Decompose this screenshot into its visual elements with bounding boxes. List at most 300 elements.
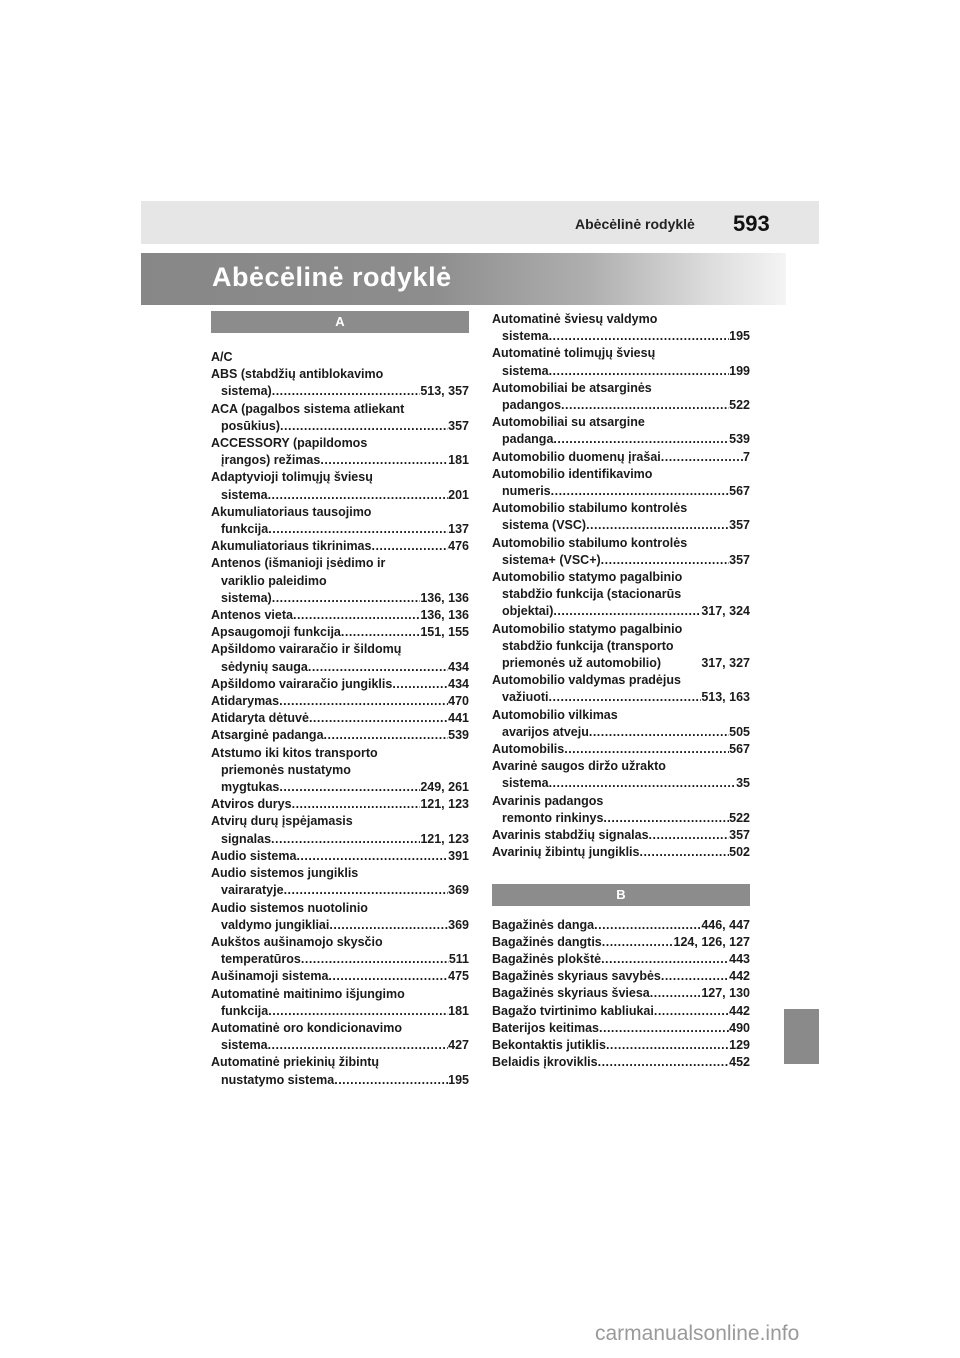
- index-entry-text: Automobilio stabilumo kontrolės: [492, 501, 688, 516]
- page-reference: 442: [729, 969, 750, 984]
- index-entry: [492, 466, 750, 500]
- dot-leader: [598, 1054, 730, 1071]
- index-entry-text: avarijos atveju: [502, 724, 589, 739]
- index-entry: [211, 435, 469, 469]
- dot-leader: [329, 917, 448, 934]
- index-entry-text: Audio sistema: [211, 848, 297, 863]
- index-entry-text: signalas: [221, 831, 272, 846]
- page-reference: 567: [729, 742, 750, 757]
- index-entry: [492, 449, 750, 466]
- index-entry: [492, 672, 750, 706]
- dot-leader: [586, 517, 729, 534]
- index-entry-line: [211, 813, 469, 830]
- index-entry: [492, 758, 750, 792]
- index-entry-text: Audio sistemos jungiklis: [211, 866, 359, 881]
- index-entry-text: Bagažinės danga: [492, 917, 595, 932]
- page-reference: 137: [448, 522, 469, 537]
- index-entry-text: padangos: [502, 398, 562, 413]
- page-reference: 369: [448, 917, 469, 932]
- dot-leader: [268, 521, 448, 538]
- index-entry-text: Apsaugomoji funkcija: [211, 625, 341, 640]
- page-reference: 441: [448, 711, 469, 726]
- page-reference: 201: [448, 487, 469, 502]
- index-entry-text: sistema): [221, 590, 272, 605]
- index-entry-text: temperatūros: [221, 952, 301, 967]
- page-reference: 124, 126, 127: [673, 934, 750, 949]
- index-entry: [211, 624, 469, 641]
- index-entry-text: Avarinė saugos diržo užrakto: [492, 759, 666, 774]
- index-entry-text: Atidaryta dėtuvė: [211, 711, 309, 726]
- running-header-title: Abėcėlinė rodyklė: [575, 216, 695, 232]
- index-entry-line: [211, 968, 469, 985]
- dot-leader: [280, 418, 448, 435]
- dot-leader: [561, 397, 729, 414]
- index-entry-text: Apšildomo vairaračio jungiklis: [211, 676, 393, 691]
- index-entry-text: sistema: [502, 363, 549, 378]
- dot-leader: [654, 1003, 729, 1020]
- index-entry-text: Automobilio statymo pagalbinio: [492, 570, 683, 585]
- page-reference: 452: [729, 1055, 750, 1070]
- index-entry: [492, 968, 750, 985]
- index-entry-text: Akumuliatoriaus tausojimo: [211, 504, 372, 519]
- index-entry-line: [211, 848, 469, 865]
- index-entry-line: [211, 641, 469, 658]
- index-entry-text: Avarinis padangos: [492, 793, 604, 808]
- page-reference: 121, 123: [420, 831, 469, 846]
- index-entry-text: sistema (VSC): [502, 518, 587, 533]
- index-entry-line: [492, 500, 750, 517]
- dot-leader: [661, 968, 729, 985]
- index-entry-line: [211, 418, 469, 435]
- index-entry: [211, 349, 469, 366]
- dot-leader: [308, 659, 448, 676]
- index-entry-text: nustatymo sistema: [221, 1072, 335, 1087]
- index-entry: [492, 380, 750, 414]
- page-reference: 136, 136: [420, 608, 469, 623]
- index-entry: [211, 1054, 469, 1088]
- index-entry-line: [492, 985, 750, 1002]
- dot-leader: [549, 775, 737, 792]
- index-entry-line: [211, 452, 469, 469]
- index-entry-line: [211, 659, 469, 676]
- index-entry-text: ACCESSORY (papildomos: [211, 436, 368, 451]
- page-reference: 195: [729, 329, 750, 344]
- index-entry-line: [492, 483, 750, 500]
- index-entry: [492, 1054, 750, 1071]
- index-entry-line: [211, 349, 469, 366]
- dot-leader: [309, 710, 448, 727]
- page-number: 593: [733, 211, 770, 236]
- dot-leader: [551, 483, 730, 500]
- page-reference: 369: [448, 883, 469, 898]
- index-entry-line: [492, 775, 750, 792]
- dot-leader: [649, 827, 730, 844]
- page-reference: 427: [448, 1038, 469, 1053]
- index-entry-line: [211, 1003, 469, 1020]
- index-entry-text: vairaratyje: [221, 883, 284, 898]
- index-entry-line: [492, 603, 750, 620]
- index-entry-line: [211, 1037, 469, 1054]
- index-entry-line: [492, 758, 750, 775]
- index-entry-text: Automobilio identifikavimo: [492, 466, 653, 481]
- page-reference: 151, 155: [420, 625, 469, 640]
- index-entry-text: Atvirų durų įspėjamasis: [211, 814, 353, 829]
- dot-leader: [271, 831, 420, 848]
- index-entry-text: Antenos vieta: [211, 608, 293, 623]
- dot-leader: [564, 741, 729, 758]
- section-header-a: A: [211, 311, 469, 333]
- index-entry-line: [492, 844, 750, 861]
- index-entry: [492, 844, 750, 861]
- index-entry-text: Audio sistemos nuotolinio: [211, 900, 368, 915]
- page-reference: 35: [736, 776, 750, 791]
- index-entry: [211, 1020, 469, 1054]
- index-entry-line: [492, 552, 750, 569]
- page-reference: 181: [448, 453, 469, 468]
- page-reference: 357: [729, 518, 750, 533]
- index-entry-line: [492, 917, 750, 934]
- index-entry: [211, 676, 469, 693]
- page-reference: 121, 123: [420, 797, 469, 812]
- index-entry-line: [211, 779, 469, 796]
- index-entry: [211, 710, 469, 727]
- index-entry-text: Automobilio stabilumo kontrolės: [492, 535, 688, 550]
- page-reference: 513, 163: [701, 690, 750, 705]
- index-entry-line: [211, 882, 469, 899]
- index-entry-text: įrangos) režimas: [221, 453, 321, 468]
- index-entry-line: [492, 672, 750, 689]
- index-entry: [492, 951, 750, 968]
- index-entry-line: [211, 624, 469, 641]
- index-entry-line: [211, 555, 469, 572]
- index-entry-line: [492, 741, 750, 758]
- index-entry: [211, 848, 469, 865]
- index-entry: [492, 741, 750, 758]
- index-entry-text: Bagažinės skyriaus šviesa: [492, 986, 650, 1001]
- index-entry-line: [211, 487, 469, 504]
- page-reference: 391: [448, 848, 469, 863]
- index-entry-line: [492, 1054, 750, 1071]
- dot-leader: [334, 1072, 448, 1089]
- page-reference: 567: [729, 484, 750, 499]
- index-entry-line: [492, 311, 750, 328]
- index-entry: [492, 535, 750, 569]
- index-entry: [211, 727, 469, 744]
- index-entry-text: Automatinė šviesų valdymo: [492, 312, 658, 326]
- page-reference: 475: [448, 969, 469, 984]
- index-entry-text: Avarinių žibintų jungiklis: [492, 845, 640, 860]
- index-entry-line: [492, 638, 750, 655]
- dot-leader: [268, 487, 449, 504]
- index-entry-text: sistema: [221, 1038, 268, 1053]
- index-entry-line: [492, 1037, 750, 1054]
- page-reference: 505: [729, 724, 750, 739]
- index-entry-line: [211, 573, 469, 590]
- dot-leader: [328, 968, 448, 985]
- index-entry-text: važiuoti: [502, 690, 549, 705]
- index-entry: [211, 900, 469, 934]
- index-entry-line: [492, 414, 750, 431]
- dot-leader: [589, 724, 729, 741]
- dot-leader: [272, 383, 421, 400]
- dot-leader: [341, 624, 420, 641]
- index-entry-line: [492, 724, 750, 741]
- page-reference: 127, 130: [701, 986, 750, 1001]
- dot-leader: [606, 1037, 729, 1054]
- index-entry-line: [492, 707, 750, 724]
- index-entry-line: [492, 951, 750, 968]
- index-entry-text: padanga: [502, 432, 554, 447]
- index-entry-text: Adaptyvioji tolimųjų šviesų: [211, 470, 373, 485]
- index-entry-text: sistema: [502, 329, 549, 344]
- page-reference: 357: [729, 828, 750, 843]
- index-entry-line: [492, 380, 750, 397]
- dot-leader: [549, 363, 730, 380]
- index-entry-line: [211, 538, 469, 555]
- page-reference: 199: [729, 363, 750, 378]
- index-entry-text: Automobiliai be atsarginės: [492, 380, 652, 395]
- index-entry-line: [211, 796, 469, 813]
- page-reference: 357: [448, 418, 469, 433]
- dot-leader: [594, 917, 701, 934]
- index-entry-line: [492, 586, 750, 603]
- page-reference: 443: [729, 951, 750, 966]
- index-entry-line: [492, 517, 750, 534]
- index-entry: [492, 985, 750, 1002]
- page-reference: 446, 447: [701, 917, 750, 932]
- index-entry-line: [211, 607, 469, 624]
- section-header-b: B: [492, 884, 750, 906]
- index-entry-text: remonto rinkinys: [502, 810, 604, 825]
- index-entry: [211, 934, 469, 968]
- dot-leader: [292, 796, 421, 813]
- index-entry-text: sistema): [221, 384, 272, 399]
- index-entry: [211, 813, 469, 847]
- index-entry-line: [492, 810, 750, 827]
- index-entry-line: [492, 968, 750, 985]
- page-reference: 502: [729, 845, 750, 860]
- dot-leader: [371, 538, 448, 555]
- index-entry-line: [211, 710, 469, 727]
- page-reference: 490: [729, 1020, 750, 1035]
- index-entry-text: Atviros durys: [211, 797, 292, 812]
- index-entry-text: sistema+ (VSC+): [502, 552, 601, 567]
- index-entry: [492, 917, 750, 934]
- dot-leader: [549, 689, 702, 706]
- dot-leader: [324, 727, 449, 744]
- index-entry-text: sėdynių sauga: [221, 659, 308, 674]
- dot-leader: [553, 603, 701, 620]
- index-entry-line: [492, 621, 750, 638]
- index-entry-line: [211, 383, 469, 400]
- index-entry-line: [492, 397, 750, 414]
- index-entry-text: Automobilis: [492, 742, 565, 757]
- index-entry-text: funkcija: [221, 522, 269, 537]
- dot-leader: [279, 693, 448, 710]
- dot-leader: [284, 882, 449, 899]
- page-reference: 181: [448, 1003, 469, 1018]
- index-entry: [211, 504, 469, 538]
- index-entry-text: valdymo jungikliai: [221, 917, 330, 932]
- index-entry-line: [211, 727, 469, 744]
- index-entry-line: [211, 831, 469, 848]
- index-entry-text: Atstumo iki kitos transporto: [211, 745, 378, 760]
- index-entry: [492, 934, 750, 951]
- dot-leader: [601, 951, 729, 968]
- index-entry-line: [211, 951, 469, 968]
- page-reference: 442: [729, 1003, 750, 1018]
- index-entry-text: Bagažinės plokštė: [492, 951, 602, 966]
- dot-leader: [320, 452, 448, 469]
- index-entry-text: Automobilio statymo pagalbinio: [492, 621, 683, 636]
- index-entry-line: [492, 689, 750, 706]
- index-entry-line: [492, 345, 750, 362]
- index-entry-text: priemonės už automobilio): [502, 656, 662, 671]
- index-entry-line: [211, 900, 469, 917]
- index-entry-text: funkcija: [221, 1003, 269, 1018]
- index-entry-line: [211, 521, 469, 538]
- index-entry: [492, 1037, 750, 1054]
- index-entry: [211, 968, 469, 985]
- index-entry-line: [492, 827, 750, 844]
- index-entry-line: [211, 693, 469, 710]
- index-entry-text: Atidarymas: [211, 694, 280, 709]
- header-band: [141, 201, 819, 244]
- page-reference: 513, 357: [420, 384, 469, 399]
- page-reference: 511: [448, 952, 469, 967]
- index-entry: [211, 986, 469, 1020]
- index-entry-text: Automatinė maitinimo išjungimo: [211, 986, 405, 1001]
- index-entry-line: [211, 366, 469, 383]
- index-entry: [492, 793, 750, 827]
- index-entry-text: mygtukas: [221, 780, 280, 795]
- index-entry-line: [211, 435, 469, 452]
- index-entry-text: Bagažinės skyriaus savybės: [492, 969, 661, 984]
- index-entry: [211, 366, 469, 400]
- page-reference: 317, 327: [701, 656, 750, 671]
- index-entry: [211, 796, 469, 813]
- index-entry-line: [211, 934, 469, 951]
- page-reference: 129: [729, 1037, 750, 1052]
- index-entry-text: posūkius): [221, 418, 281, 433]
- dot-leader: [293, 607, 420, 624]
- index-entry-text: Automobiliai su atsargine: [492, 415, 645, 430]
- index-entry-line: [211, 986, 469, 1003]
- index-entry-text: Bagažinės dangtis: [492, 934, 602, 949]
- index-entry-line: [211, 590, 469, 607]
- index-entry-text: stabdžio funkcija (transporto: [502, 638, 674, 653]
- page-reference: 317, 324: [701, 604, 750, 619]
- index-entry: [211, 693, 469, 710]
- page-reference: 434: [448, 676, 469, 691]
- index-entry-line: [211, 745, 469, 762]
- index-entry-text: Automatinė oro kondicionavimo: [211, 1020, 402, 1035]
- index-entry: [492, 311, 750, 345]
- index-entry-line: [211, 1054, 469, 1071]
- index-column-left: [211, 311, 469, 1089]
- dot-leader: [553, 431, 729, 448]
- page-reference: 522: [729, 810, 750, 825]
- page-reference: 195: [448, 1072, 469, 1087]
- dot-leader: [661, 449, 743, 466]
- index-entry: [211, 401, 469, 435]
- index-entry-text: Automatinė priekinių žibintų: [211, 1055, 380, 1070]
- index-entry-line: [211, 1020, 469, 1037]
- page-reference: 539: [448, 728, 469, 743]
- index-entry: [492, 569, 750, 621]
- index-entry-line: [211, 469, 469, 486]
- index-entry-line: [492, 1020, 750, 1037]
- chapter-tab: [784, 1009, 819, 1064]
- dot-leader: [301, 951, 449, 968]
- dot-leader: [268, 1003, 448, 1020]
- index-column-right: [492, 311, 750, 1071]
- index-entry-line: [492, 431, 750, 448]
- page-reference: 434: [448, 659, 469, 674]
- watermark: carmanualsonline.info: [595, 1322, 800, 1345]
- index-entry-text: sistema: [221, 487, 268, 502]
- index-entry: [211, 607, 469, 624]
- index-entry-text: numeris: [502, 484, 551, 499]
- index-entry-text: Antenos (išmanioji įsėdimo ir: [211, 556, 386, 571]
- index-entry: [492, 621, 750, 673]
- index-entry: [492, 827, 750, 844]
- index-entry-line: [211, 762, 469, 779]
- index-entry-text: Aušinamoji sistema: [211, 969, 329, 984]
- index-entry-text: Automobilio valdymas pradėjus: [492, 673, 681, 688]
- page-reference: 7: [743, 449, 750, 464]
- index-entry-line: [492, 569, 750, 586]
- index-entry-text: Baterijos keitimas: [492, 1020, 599, 1035]
- page-reference: 522: [729, 398, 750, 413]
- page-reference: 539: [729, 432, 750, 447]
- index-entry: [492, 707, 750, 741]
- index-entry-line: [492, 934, 750, 951]
- index-entry-line: [492, 793, 750, 810]
- index-entry-text: Automatinė tolimųjų šviesų: [492, 346, 656, 361]
- dot-leader: [601, 552, 729, 569]
- index-entry-line: [492, 535, 750, 552]
- dot-leader: [603, 810, 729, 827]
- dot-leader: [599, 1020, 729, 1037]
- page-reference: 136, 136: [420, 590, 469, 605]
- dot-leader: [296, 848, 448, 865]
- index-entry-text: priemonės nustatymo: [221, 762, 351, 777]
- index-entry-text: ACA (pagalbos sistema atliekant: [211, 401, 405, 416]
- index-entry-text: Akumuliatoriaus tikrinimas: [211, 539, 372, 554]
- dot-leader: [650, 985, 702, 1002]
- page-reference: 470: [448, 694, 469, 709]
- index-entry-line: [492, 328, 750, 345]
- index-entry: [492, 345, 750, 379]
- index-entry-text: objektai): [502, 604, 554, 619]
- index-entry-text: Avarinis stabdžių signalas: [492, 828, 649, 843]
- dot-leader: [279, 779, 420, 796]
- index-entry: [492, 500, 750, 534]
- page-reference: 249, 261: [420, 780, 469, 795]
- index-entry-text: Automobilio duomenų įrašai: [492, 449, 661, 464]
- index-entry-line: [492, 449, 750, 466]
- dot-leader: [272, 590, 421, 607]
- index-entry-text: variklio paleidimo: [221, 573, 327, 588]
- index-entry-line: [492, 655, 750, 672]
- index-entry-line: [492, 1003, 750, 1020]
- dot-leader: [602, 934, 674, 951]
- index-entry-text: ABS (stabdžių antiblokavimo: [211, 367, 384, 382]
- index-entry: [492, 1003, 750, 1020]
- index-entry-line: [211, 504, 469, 521]
- dot-leader: [549, 328, 730, 345]
